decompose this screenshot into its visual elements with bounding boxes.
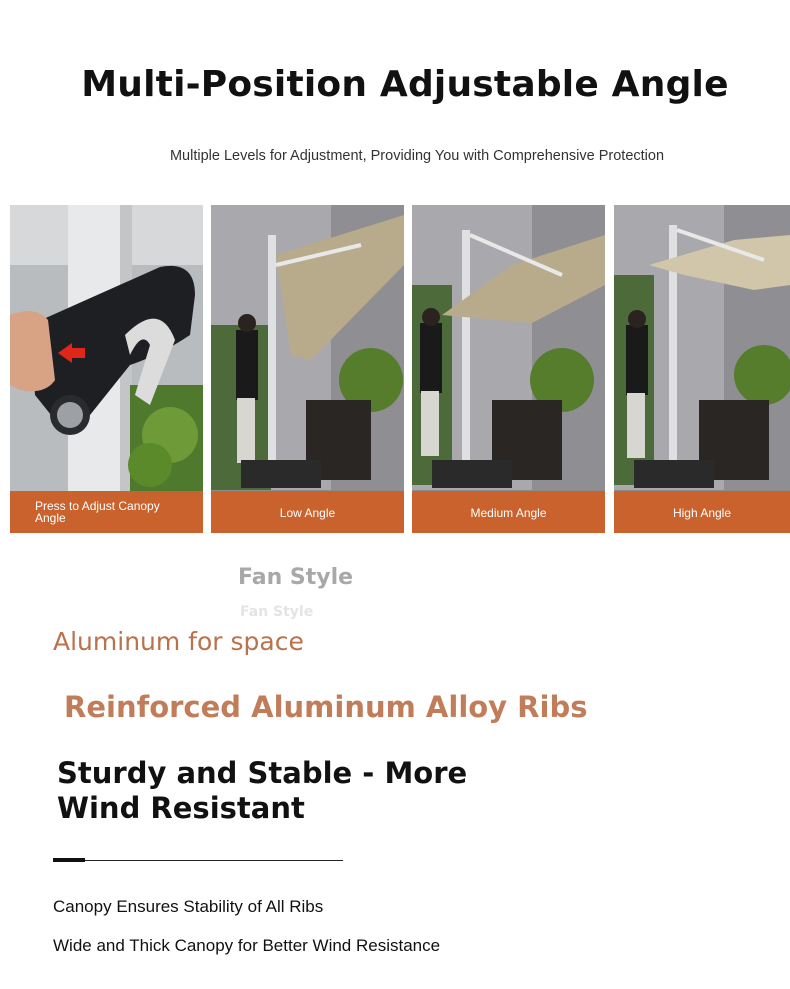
page-subtitle: Multiple Levels for Adjustment, Providing You with Comprehensive Protection <box>169 148 665 164</box>
panel-caption: High Angle <box>672 506 732 520</box>
divider-line <box>53 860 343 861</box>
feature-item: Wide and Thick Canopy for Better Wind Resistance <box>53 936 441 955</box>
divider-accent <box>53 858 85 862</box>
fan-style-label: Fan Style <box>238 565 354 590</box>
umbrella-high-angle-photo <box>614 205 790 533</box>
section-subheading: Sturdy and Stable - More Wind Resistant <box>57 756 468 825</box>
photo-panel-medium-angle <box>412 205 605 533</box>
umbrella-low-angle-photo <box>211 205 404 533</box>
panel-caption: Medium Angle <box>470 506 547 520</box>
panel-caption: Low Angle <box>279 506 336 520</box>
page-title: Multi-Position Adjustable Angle <box>81 64 729 105</box>
feature-item: Canopy Ensures Stability of All Ribs <box>53 897 324 916</box>
material-tagline: Aluminum for space <box>53 627 304 656</box>
umbrella-medium-angle-photo <box>412 205 605 533</box>
fan-style-ghost-label: Fan Style <box>240 604 314 620</box>
section-heading: Reinforced Aluminum Alloy Ribs <box>64 690 588 724</box>
panel-caption: Press to Adjust Canopy Angle <box>35 499 160 525</box>
photo-panel-high-angle <box>614 205 790 533</box>
photo-panel-press-adjust <box>10 205 203 533</box>
photo-panel-low-angle <box>211 205 404 533</box>
handle-closeup-photo <box>10 205 203 533</box>
